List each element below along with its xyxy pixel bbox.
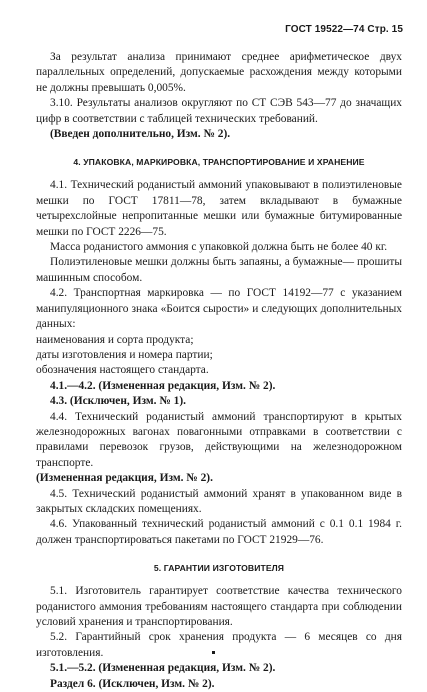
paragraph: 4.2. Транспортная маркировка — по ГОСТ 14192—77 с указанием манипуляционного знака «Боится сырости» и следующих дополнительных данных: [36, 287, 402, 331]
paragraph: 4.1. Технический роданистый аммоний упаковывают в полиэтиленовые мешки по ГОСТ 17811—78, затем вкладывают в бумажные четырехслойные непропитанные мешки или бумажные битумированные мешки по ГОСТ 2226—75. [36, 179, 402, 238]
document-body [36, 50, 402, 692]
section-heading-4: 4. УПАКОВКА, МАРКИРОВКА, ТРАНСПОРТИРОВАНИЕ И ХРАНЕНИЕ [73, 157, 365, 168]
page-dot-mark [212, 651, 215, 654]
paragraph: 4.4. Технический роданистый аммоний транспортируют в крытых железнодорожных вагонах повагонными отправками в соответствии с правилами перевозок грузов, действующими на железнодорожном транспорте. [36, 410, 402, 469]
amendment-note: 4.3. (Исключен, Изм. № 1). [50, 395, 186, 408]
list-item: обозначения настоящего стандарта. [36, 364, 209, 377]
amendment-note: 5.1.—5.2. (Измененная редакция, Изм. № 2). [50, 662, 276, 675]
paragraph: 3.10. Результаты анализов округляют по СТ СЭВ 543—77 до значащих цифр в соответствии с таблицей технических требований. [36, 97, 402, 125]
paragraph: 4.6. Упакованный технический роданистый аммоний с 0.1 0.1 1984 г. должен транспортироваться пакетами по ГОСТ 21929—76. [36, 518, 402, 546]
paragraph: За результат анализа принимают среднее арифметическое двух параллельных определений, допускаемые расхождения между которыми не должны превышать 0,005%. [36, 51, 402, 94]
section-6-note: Раздел 6. (Исключен, Изм. № 2). [50, 677, 215, 690]
amendment-note: (Введен дополнительно, Изм. № 2). [50, 128, 231, 141]
paragraph: 5.2. Гарантийный срок хранения продукта — 6 месяцев со дня изготовления. [36, 631, 402, 659]
paragraph: 5.1. Изготовитель гарантирует соответствие качества технического роданистого аммония требованиям настоящего стандарта при соблюдении условий хранения и транспортирования. [36, 585, 402, 628]
page-header: ГОСТ 19522—74 Стр. 15 [285, 24, 403, 35]
paragraph: Полиэтиленовые мешки должны быть запаяны, а бумажные— прошиты машинным способом. [36, 256, 402, 284]
amendment-note: (Измененная редакция, Изм. № 2). [36, 472, 213, 485]
paragraph: 4.5. Технический роданистый аммоний хранят в упакованном виде в закрытых складских помещениях. [36, 487, 402, 515]
list-item: даты изготовления и номера партии; [36, 348, 213, 361]
paragraph: Масса роданистого аммония с упаковкой должна быть не более 40 кг. [50, 241, 388, 254]
amendment-note: 4.1.—4.2. (Измененная редакция, Изм. № 2). [50, 379, 276, 392]
list-item: наименования и сорта продукта; [36, 333, 194, 346]
section-heading-5: 5. ГАРАНТИИ ИЗГОТОВИТЕЛЯ [153, 563, 285, 574]
